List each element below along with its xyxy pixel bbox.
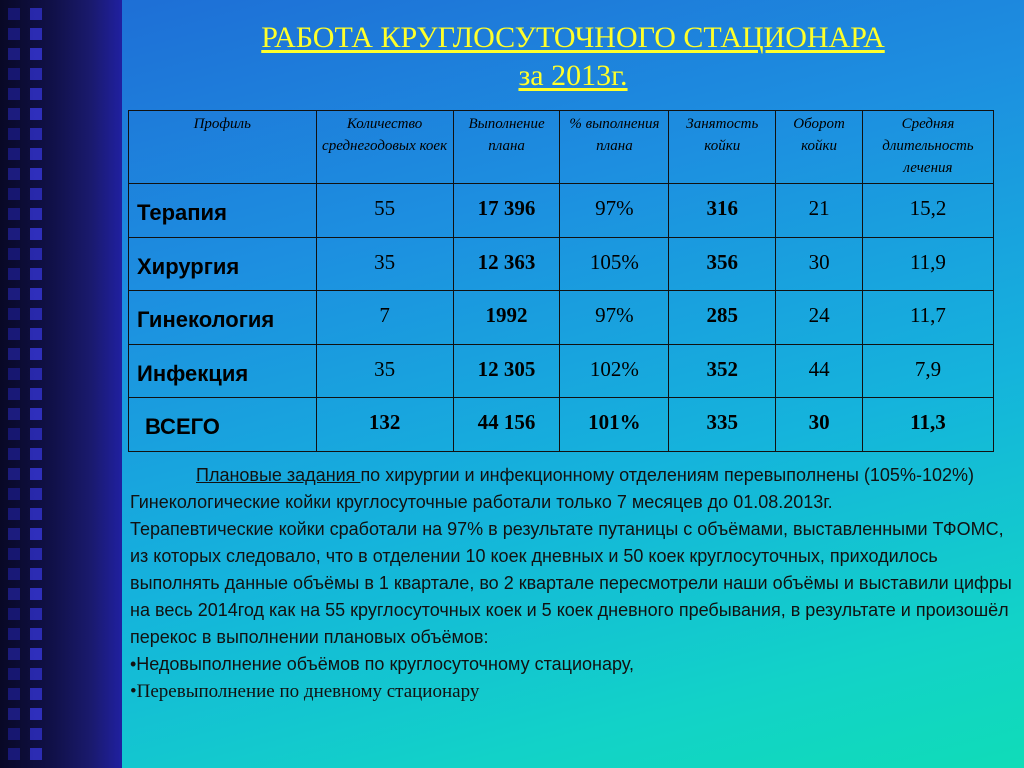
decorative-square xyxy=(30,328,42,340)
decorative-square xyxy=(30,28,42,40)
decorative-square xyxy=(30,88,42,100)
decorative-side-strip xyxy=(0,0,122,768)
cell-avg-duration: 15,2 xyxy=(862,184,993,238)
decorative-square xyxy=(8,388,20,400)
decorative-square xyxy=(8,508,20,520)
decorative-square xyxy=(30,688,42,700)
column-header: Выполнение плана xyxy=(453,111,560,184)
cell-percent: 101% xyxy=(560,398,669,452)
decorative-square xyxy=(30,428,42,440)
decorative-square xyxy=(8,348,20,360)
decorative-square xyxy=(30,48,42,60)
decorative-square xyxy=(8,528,20,540)
cell-turnover: 21 xyxy=(776,184,863,238)
cell-avg-duration: 11,3 xyxy=(862,398,993,452)
cell-profile: ВСЕГО xyxy=(129,398,317,452)
decorative-square xyxy=(30,208,42,220)
decorative-square xyxy=(8,368,20,380)
decorative-square xyxy=(30,288,42,300)
column-header: % выполнения плана xyxy=(560,111,669,184)
decorative-square xyxy=(8,88,20,100)
slide-panel xyxy=(122,0,1024,768)
decorative-square xyxy=(30,228,42,240)
decorative-square xyxy=(30,268,42,280)
table-row xyxy=(129,344,994,398)
table-header-row xyxy=(129,111,994,184)
cell-turnover: 30 xyxy=(776,398,863,452)
decorative-square xyxy=(30,588,42,600)
decorative-square xyxy=(8,208,20,220)
decorative-square xyxy=(30,148,42,160)
decorative-square xyxy=(8,548,20,560)
slide-subtitle: за 2013г. xyxy=(518,59,628,92)
decorative-square xyxy=(8,488,20,500)
decorative-square xyxy=(30,488,42,500)
decorative-square xyxy=(30,108,42,120)
cell-profile: Инфекция xyxy=(129,344,317,398)
cell-beds: 35 xyxy=(316,237,453,291)
cell-beds: 132 xyxy=(316,398,453,452)
decorative-square xyxy=(30,248,42,260)
decorative-square xyxy=(8,248,20,260)
cell-profile: Хирургия xyxy=(129,237,317,291)
decorative-square xyxy=(30,508,42,520)
decorative-square xyxy=(8,448,20,460)
cell-occupancy: 356 xyxy=(669,237,776,291)
column-header: Занятость койки xyxy=(669,111,776,184)
decorative-square xyxy=(30,748,42,760)
cell-plan-done: 1992 xyxy=(453,291,560,345)
notes-paragraph: Гинекологические койки круглосуточные работали только 7 месяцев до 01.08.2013г. xyxy=(130,492,833,512)
decorative-square xyxy=(8,748,20,760)
table-row xyxy=(129,184,994,238)
notes-text xyxy=(130,462,1020,705)
decorative-square xyxy=(30,68,42,80)
decorative-square xyxy=(30,708,42,720)
decorative-square xyxy=(30,568,42,580)
decorative-square xyxy=(8,108,20,120)
decorative-square xyxy=(30,628,42,640)
notes-text-span: по хирургии и инфекционному отделениям перевыполнены (105%-102%) xyxy=(360,465,974,485)
decorative-square xyxy=(8,28,20,40)
cell-plan-done: 12 305 xyxy=(453,344,560,398)
cell-avg-duration: 7,9 xyxy=(862,344,993,398)
column-header: Средняя длительность лечения xyxy=(862,111,993,184)
decorative-square xyxy=(8,48,20,60)
decorative-square xyxy=(30,528,42,540)
decorative-square xyxy=(8,308,20,320)
decorative-square xyxy=(8,228,20,240)
decorative-square xyxy=(30,308,42,320)
decorative-square xyxy=(8,708,20,720)
notes-paragraph xyxy=(130,462,1020,489)
decorative-squares-column xyxy=(8,0,22,768)
decorative-square xyxy=(8,728,20,740)
notes-paragraph: Терапевтические койки сработали на 97% в результате путаницы с объёмами, выставленными ТФОМС, из которых следовало, что в отделении 10 коек дневных и 50 коек круглосуточных, приходилось выполнять данные объёмы в 1 квартале, во 2 квартале пересмотрели наши объёмы и выставили цифры на весь 2014год как на 55 круглосуточных коек и 5 коек дневного пребывания, в результате и произошёл перекос в выполнении плановых объёмов: xyxy=(130,519,1012,647)
notes-underlined-text: Плановые задания xyxy=(196,465,361,485)
decorative-squares-column xyxy=(30,0,44,768)
decorative-square xyxy=(8,288,20,300)
slide-title: РАБОТА КРУГЛОСУТОЧНОГО СТАЦИОНАРА xyxy=(261,21,885,54)
decorative-square xyxy=(30,368,42,380)
cell-beds: 55 xyxy=(316,184,453,238)
decorative-square xyxy=(30,8,42,20)
decorative-square xyxy=(8,668,20,680)
cell-profile: Гинекология xyxy=(129,291,317,345)
decorative-square xyxy=(30,668,42,680)
decorative-square xyxy=(30,168,42,180)
cell-percent: 105% xyxy=(560,237,669,291)
decorative-square xyxy=(30,608,42,620)
decorative-square xyxy=(8,68,20,80)
column-header: Оборот койки xyxy=(776,111,863,184)
decorative-square xyxy=(8,468,20,480)
decorative-square xyxy=(8,428,20,440)
cell-plan-done: 12 363 xyxy=(453,237,560,291)
statistics-table xyxy=(128,110,994,452)
cell-turnover: 44 xyxy=(776,344,863,398)
cell-occupancy: 335 xyxy=(669,398,776,452)
column-header: Профиль xyxy=(129,111,317,184)
decorative-square xyxy=(8,268,20,280)
cell-occupancy: 285 xyxy=(669,291,776,345)
decorative-square xyxy=(30,128,42,140)
decorative-square xyxy=(8,188,20,200)
table-row xyxy=(129,291,994,345)
decorative-square xyxy=(8,168,20,180)
decorative-square xyxy=(30,648,42,660)
decorative-square xyxy=(30,188,42,200)
decorative-square xyxy=(8,8,20,20)
cell-percent: 97% xyxy=(560,291,669,345)
cell-plan-done: 17 396 xyxy=(453,184,560,238)
decorative-square xyxy=(8,128,20,140)
decorative-square xyxy=(8,328,20,340)
decorative-square xyxy=(30,348,42,360)
decorative-square xyxy=(8,648,20,660)
cell-beds: 35 xyxy=(316,344,453,398)
decorative-square xyxy=(30,548,42,560)
notes-bullet: •Перевыполнение по дневному стационару xyxy=(130,681,480,702)
decorative-square xyxy=(8,688,20,700)
decorative-square xyxy=(8,408,20,420)
table-row xyxy=(129,237,994,291)
cell-turnover: 30 xyxy=(776,237,863,291)
notes-bullet: •Недовыполнение объёмов по круглосуточному стационару, xyxy=(130,654,634,674)
decorative-square xyxy=(8,568,20,580)
decorative-square xyxy=(30,448,42,460)
decorative-square xyxy=(30,728,42,740)
cell-avg-duration: 11,7 xyxy=(862,291,993,345)
decorative-square xyxy=(30,468,42,480)
cell-beds: 7 xyxy=(316,291,453,345)
cell-avg-duration: 11,9 xyxy=(862,237,993,291)
decorative-square xyxy=(30,388,42,400)
cell-occupancy: 352 xyxy=(669,344,776,398)
decorative-square xyxy=(8,148,20,160)
cell-profile: Терапия xyxy=(129,184,317,238)
decorative-square xyxy=(8,588,20,600)
column-header: Количество среднегодовых коек xyxy=(316,111,453,184)
decorative-square xyxy=(8,628,20,640)
cell-percent: 102% xyxy=(560,344,669,398)
cell-turnover: 24 xyxy=(776,291,863,345)
table-total-row xyxy=(129,398,994,452)
cell-plan-done: 44 156 xyxy=(453,398,560,452)
decorative-square xyxy=(30,408,42,420)
decorative-square xyxy=(8,608,20,620)
cell-occupancy: 316 xyxy=(669,184,776,238)
cell-percent: 97% xyxy=(560,184,669,238)
